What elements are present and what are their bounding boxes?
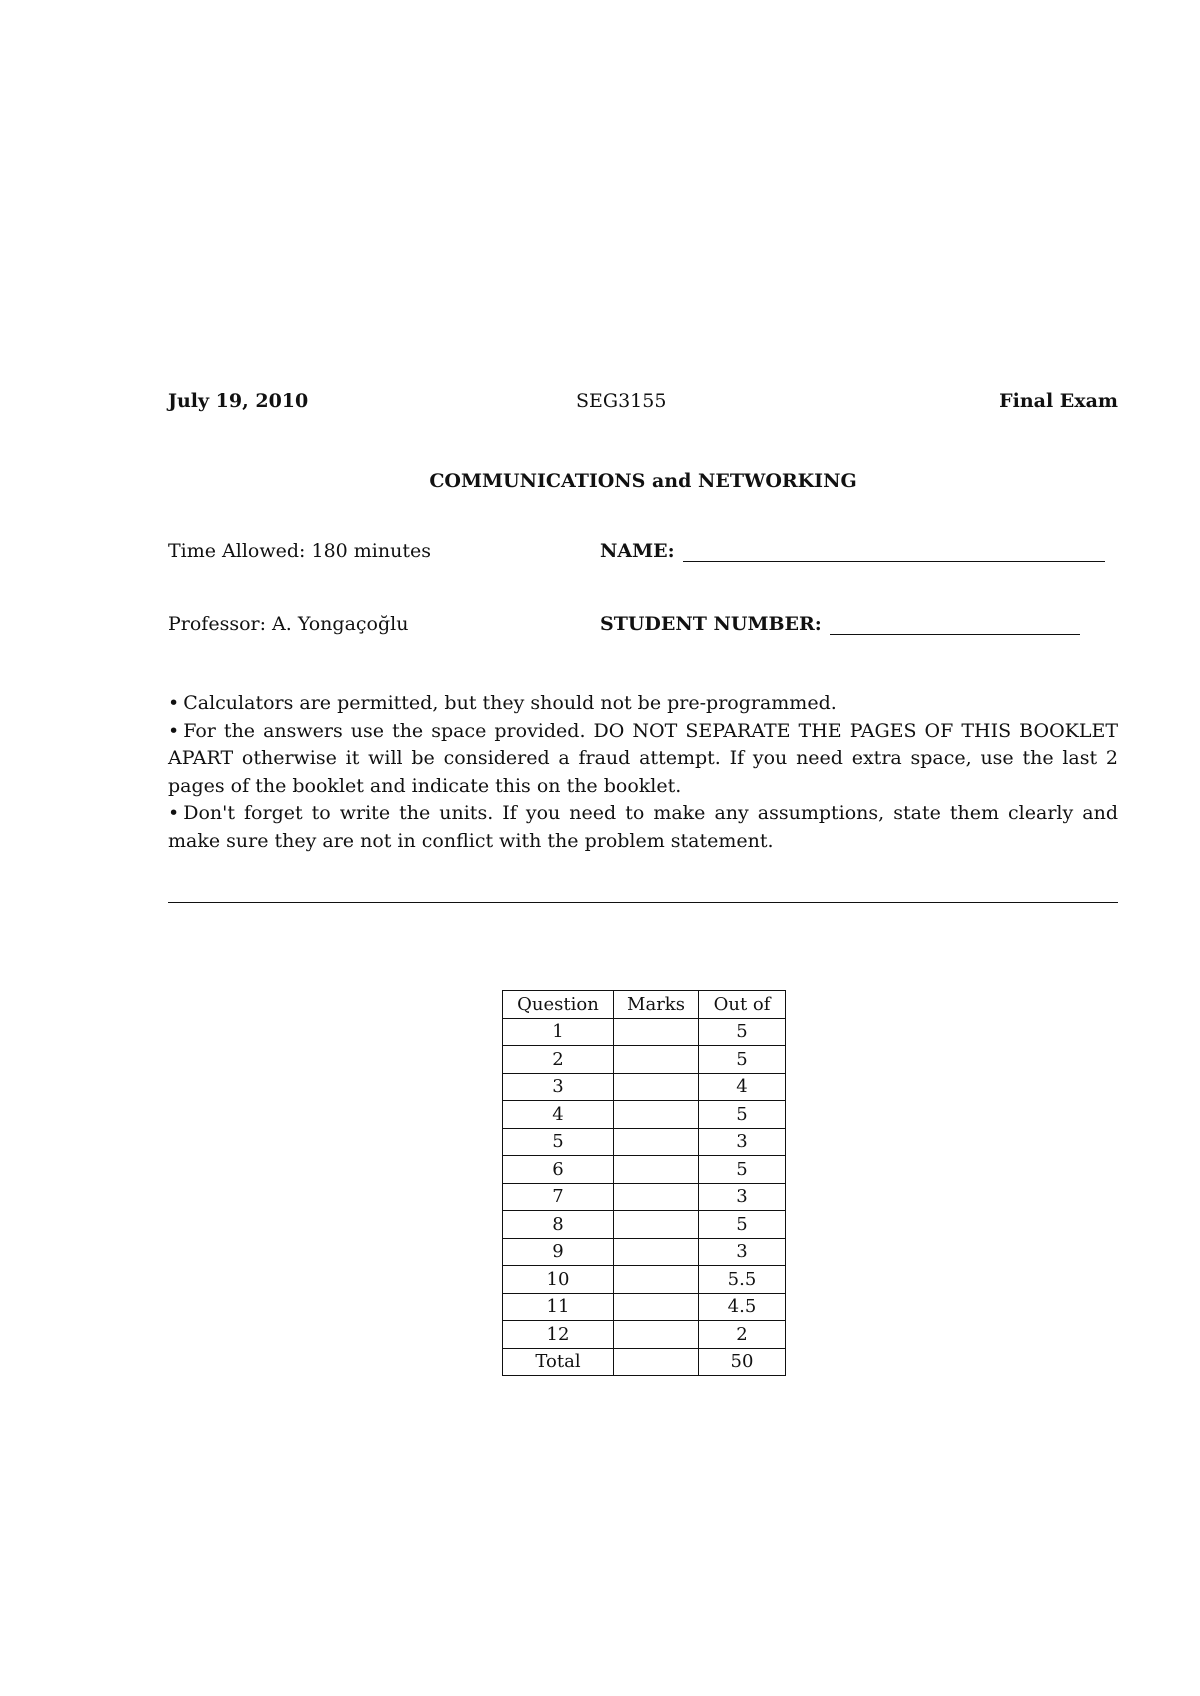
student-number-field [600, 613, 1080, 635]
table-row [503, 1293, 786, 1321]
out-of-cell: 5 [699, 1101, 786, 1129]
table-row [503, 1348, 786, 1376]
time-allowed: Time Allowed: 180 minutes [168, 540, 431, 562]
table-header-row [503, 991, 786, 1019]
marks-cell[interactable] [614, 1046, 699, 1074]
course-code: SEG3155 [576, 390, 667, 412]
instruction-text: For the answers use the space provided. DO NOT SEPARATE THE PAGES OF THIS BOOKLET APART otherwise it will be considered a fraud attempt. If you need extra space, use the last 2 pages of the booklet and indicate this on the booklet. [168, 719, 1118, 797]
exam-type: Final Exam [999, 390, 1118, 412]
horizontal-divider [168, 902, 1118, 903]
table-row [503, 1128, 786, 1156]
exam-date: July 19, 2010 [168, 390, 309, 412]
table-row [503, 1018, 786, 1046]
table-row [503, 1266, 786, 1294]
name-label: NAME: [600, 540, 675, 562]
question-cell: 10 [503, 1266, 614, 1294]
question-cell: 7 [503, 1183, 614, 1211]
out-of-cell: 5.5 [699, 1266, 786, 1294]
instruction-text: Don't forget to write the units. If you need to make any assumptions, state them clearly and make sure they are not in conflict with the problem statement. [168, 802, 1118, 852]
question-cell: 8 [503, 1211, 614, 1239]
marks-table-body [503, 1018, 786, 1376]
marks-cell[interactable] [614, 1156, 699, 1184]
question-cell: 12 [503, 1321, 614, 1349]
instruction-item [168, 718, 1118, 801]
out-of-cell: 5 [699, 1156, 786, 1184]
marks-cell[interactable] [614, 1073, 699, 1101]
question-cell: 1 [503, 1018, 614, 1046]
question-cell: 6 [503, 1156, 614, 1184]
header-row [168, 390, 1118, 420]
marks-cell[interactable] [614, 1211, 699, 1239]
student-number-label: STUDENT NUMBER: [600, 613, 822, 635]
out-of-cell: 2 [699, 1321, 786, 1349]
out-of-cell: 5 [699, 1046, 786, 1074]
out-of-cell: 5 [699, 1211, 786, 1239]
out-of-cell: 3 [699, 1128, 786, 1156]
instruction-item [168, 690, 1118, 718]
out-of-cell: 4 [699, 1073, 786, 1101]
question-cell: 4 [503, 1101, 614, 1129]
marks-cell[interactable] [614, 1101, 699, 1129]
table-row [503, 1238, 786, 1266]
marks-cell[interactable] [614, 1128, 699, 1156]
out-of-cell: 5 [699, 1018, 786, 1046]
question-cell: 5 [503, 1128, 614, 1156]
table-row [503, 1211, 786, 1239]
bullet-icon: • [168, 719, 180, 742]
question-cell: 2 [503, 1046, 614, 1074]
out-of-cell: 3 [699, 1183, 786, 1211]
question-cell: 9 [503, 1238, 614, 1266]
column-header-marks: Marks [614, 991, 699, 1019]
marks-cell[interactable] [614, 1293, 699, 1321]
table-row [503, 1101, 786, 1129]
professor: Professor: A. Yongaçoğlu [168, 613, 409, 635]
name-field [600, 540, 1105, 562]
table-row [503, 1183, 786, 1211]
instruction-item [168, 800, 1118, 855]
question-cell: 11 [503, 1293, 614, 1321]
table-row [503, 1156, 786, 1184]
marks-cell[interactable] [614, 1018, 699, 1046]
question-cell: Total [503, 1348, 614, 1376]
bullet-icon: • [168, 802, 180, 824]
marks-table [502, 990, 786, 1376]
table-row [503, 1073, 786, 1101]
course-title: COMMUNICATIONS and NETWORKING [429, 470, 857, 492]
instructions [168, 690, 1118, 855]
out-of-cell: 4.5 [699, 1293, 786, 1321]
out-of-cell: 50 [699, 1348, 786, 1376]
table-row [503, 1046, 786, 1074]
table-row [503, 1321, 786, 1349]
instruction-text: Calculators are permitted, but they should not be pre-programmed. [183, 692, 837, 714]
name-blank-line[interactable] [683, 541, 1105, 562]
out-of-cell: 3 [699, 1238, 786, 1266]
marks-cell[interactable] [614, 1183, 699, 1211]
marks-cell[interactable] [614, 1266, 699, 1294]
marks-cell[interactable] [614, 1238, 699, 1266]
student-number-blank-line[interactable] [830, 614, 1080, 635]
question-cell: 3 [503, 1073, 614, 1101]
marks-cell[interactable] [614, 1321, 699, 1349]
bullet-icon: • [168, 692, 180, 714]
column-header-question: Question [503, 991, 614, 1019]
column-header-out-of: Out of [699, 991, 786, 1019]
marks-cell[interactable] [614, 1348, 699, 1376]
